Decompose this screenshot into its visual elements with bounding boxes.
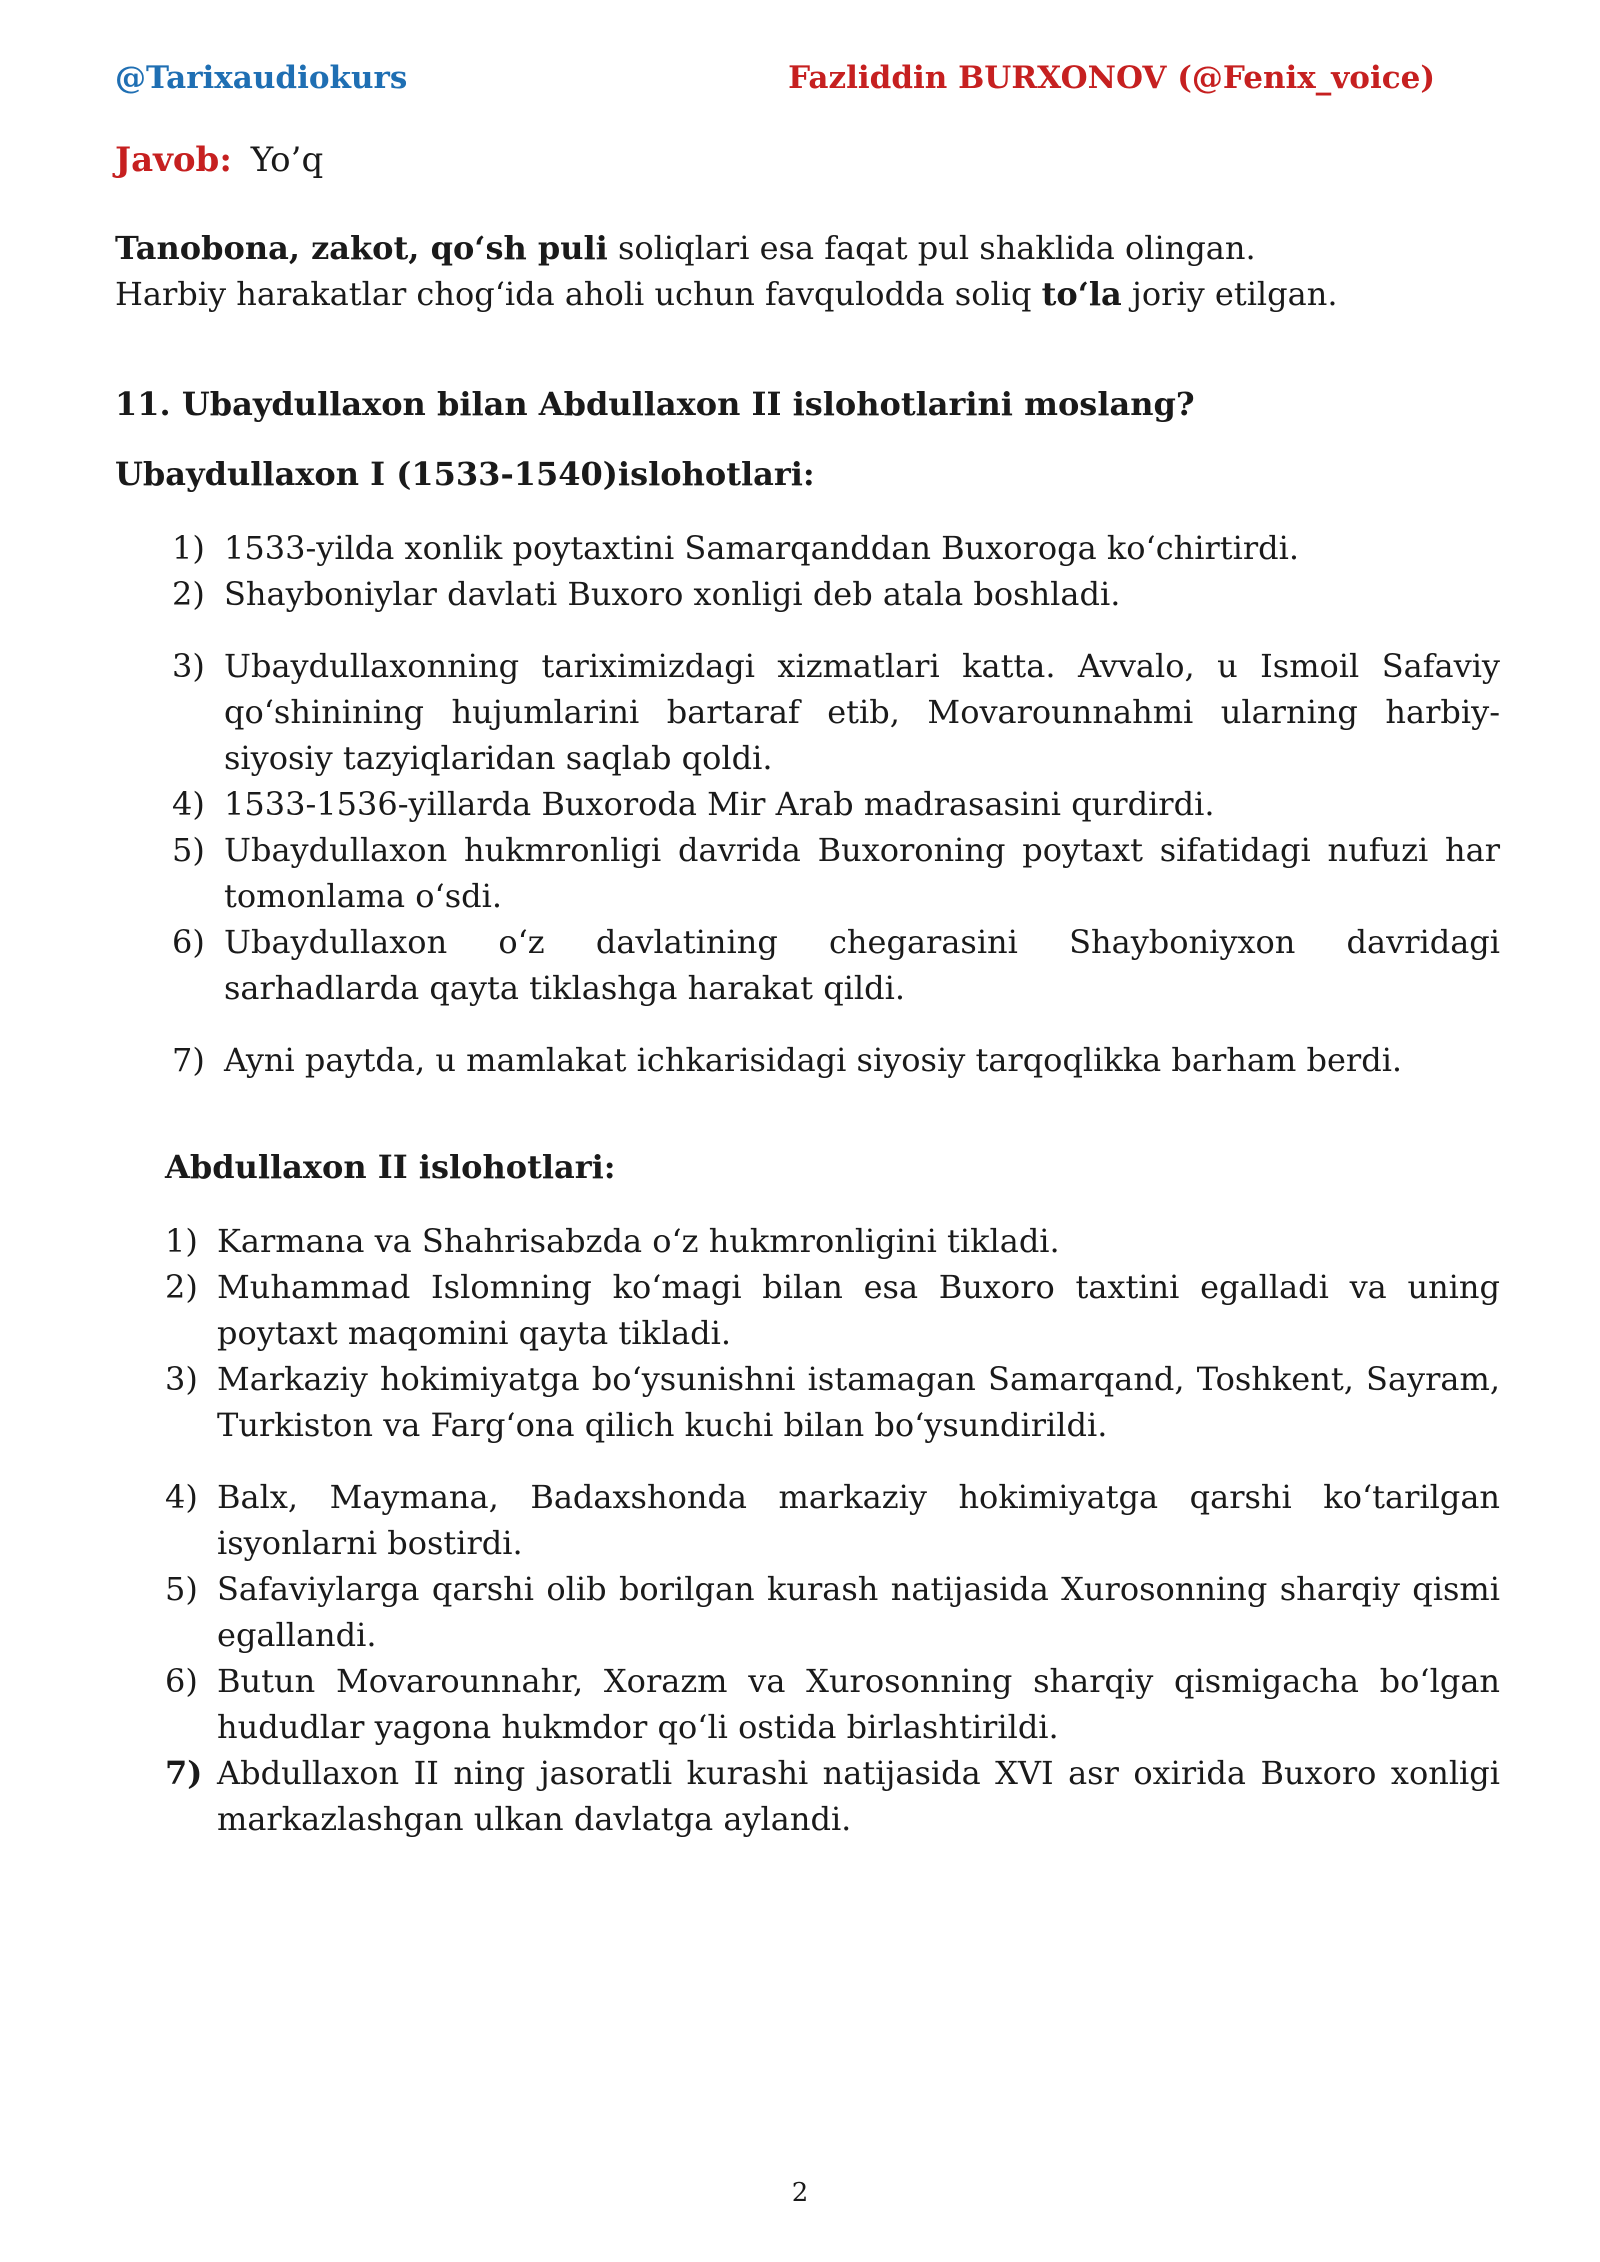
item-text: Ubaydullaxonning tariximizdagi xizmatlari katta. Avvalo, u Ismoil Safaviy qo‘shinining hujumlarini bartaraf etib, Movarounnahmi ularning harbiy-siyosiy tazyiqlaridan saqlab qoldi. xyxy=(224,647,1500,777)
tola-tax: to‘la xyxy=(1041,275,1122,313)
list-item xyxy=(165,1356,1500,1448)
page-header xyxy=(115,60,1435,104)
ubaydulla-section-title: Ubaydullaxon I (1533-1540)islohotlari: xyxy=(115,455,815,493)
item-text: Markaziy hokimiyatga bo‘ysunishni istamagan Samarqand, Toshkent, Sayram, Turkiston va Farg‘ona qilich kuchi bilan bo‘ysundirildi. xyxy=(217,1360,1500,1444)
item-number: 1) xyxy=(172,529,205,567)
item-text: Butun Movarounnahr, Xorazm va Xurosonning sharqiy qismigacha bo‘lgan hududlar yagona hukmdor qo‘li ostida birlashtirildi. xyxy=(217,1662,1500,1746)
item-number: 1) xyxy=(165,1222,198,1260)
taxes-names: Tanobona, zakot, qo‘sh puli xyxy=(115,229,608,267)
taxes-line-2-end: joriy etilgan. xyxy=(1121,275,1338,313)
item-number: 4) xyxy=(172,785,205,823)
item-number: 2) xyxy=(165,1268,198,1306)
list-item xyxy=(165,1566,1500,1658)
item-text: 1533-1536-yillarda Buxoroda Mir Arab madrasasini qurdirdi. xyxy=(224,785,1215,823)
list-item xyxy=(172,525,1500,571)
item-number: 4) xyxy=(165,1478,198,1516)
item-number: 6) xyxy=(165,1662,198,1700)
item-number: 3) xyxy=(165,1360,198,1398)
list-item xyxy=(165,1658,1500,1750)
taxes-paragraph xyxy=(115,225,1500,317)
taxes-line-2-start: Harbiy harakatlar chog‘ida aholi uchun favqulodda soliq xyxy=(115,275,1042,313)
item-number: 7) xyxy=(165,1754,203,1792)
item-text: Shayboniylar davlati Buxoro xonligi deb atala boshladi. xyxy=(224,575,1121,613)
item-text: Ayni paytda, u mamlakat ichkarisidagi siyosiy tarqoqlikka barham berdi. xyxy=(224,1041,1403,1079)
list-item xyxy=(172,1037,1500,1083)
list-item xyxy=(172,571,1500,617)
list-item xyxy=(172,919,1500,1011)
item-text: Safaviylarga qarshi olib borilgan kurash natijasida Xurosonning sharqiy qismi egallandi. xyxy=(217,1570,1500,1654)
item-text: Ubaydullaxon hukmronligi davrida Buxoroning poytaxt sifatidagi nufuzi har tomonlama o‘sdi. xyxy=(224,831,1500,915)
item-number: 2) xyxy=(172,575,205,613)
item-number: 6) xyxy=(172,923,205,961)
list-item xyxy=(165,1750,1500,1842)
item-number: 7) xyxy=(172,1041,205,1079)
list-item xyxy=(172,781,1500,827)
item-number: 3) xyxy=(172,647,205,685)
list-item xyxy=(165,1474,1500,1566)
answer-label: Javob: xyxy=(115,140,232,180)
answer-line xyxy=(115,140,323,180)
taxes-line-1 xyxy=(115,225,1500,271)
author-name: Fazliddin BURXONOV (@Fenix_voice) xyxy=(788,60,1435,96)
item-text: Ubaydullaxon o‘z davlatining chegarasini Shayboniyxon davridagi sarhadlarda qayta tiklashga harakat qildi. xyxy=(224,923,1500,1007)
abdulla-section-title: Abdullaxon II islohotlari: xyxy=(165,1148,616,1186)
item-text: 1533-yilda xonlik poytaxtini Samarqanddan Buxoroga ko‘chirtirdi. xyxy=(224,529,1300,567)
taxes-line-2 xyxy=(115,271,1500,317)
page-number: 2 xyxy=(791,2178,809,2208)
item-text: Balx, Maymana, Badaxshonda markaziy hokimiyatga qarshi ko‘tarilgan isyonlarni bostirdi. xyxy=(217,1478,1500,1562)
ubaydulla-reforms-list xyxy=(172,525,1500,1083)
taxes-line-1-rest: soliqlari esa faqat pul shaklida olingan. xyxy=(607,229,1256,267)
answer-value: Yo’q xyxy=(250,140,324,180)
item-number: 5) xyxy=(165,1570,198,1608)
list-item xyxy=(172,827,1500,919)
list-item xyxy=(172,643,1500,781)
item-text: Abdullaxon II ning jasoratli kurashi natijasida XVI asr oxirida Buxoro xonligi markazlashgan ulkan davlatga aylandi. xyxy=(217,1754,1500,1838)
item-text: Karmana va Shahrisabzda o‘z hukmronligini tikladi. xyxy=(217,1222,1060,1260)
abdulla-reforms-list xyxy=(165,1218,1500,1842)
item-number: 5) xyxy=(172,831,205,869)
list-item xyxy=(165,1264,1500,1356)
question-title: 11. Ubaydullaxon bilan Abdullaxon II islohotlarini moslang? xyxy=(115,385,1195,423)
item-text: Muhammad Islomning ko‘magi bilan esa Buxoro taxtini egalladi va uning poytaxt maqomini qayta tikladi. xyxy=(217,1268,1500,1352)
channel-handle: @Tarixaudiokurs xyxy=(115,60,408,96)
list-item xyxy=(165,1218,1500,1264)
